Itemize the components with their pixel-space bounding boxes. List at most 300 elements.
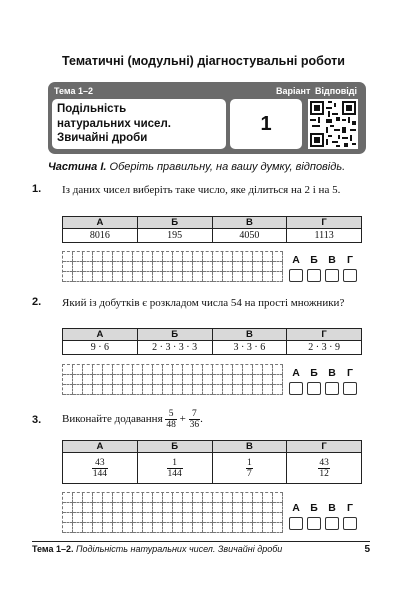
option-letter: А: [63, 329, 138, 341]
grid-cell: [163, 493, 173, 503]
grid-cell: [83, 375, 93, 385]
grid-cell: [63, 523, 73, 533]
answer-checkbox[interactable]: [325, 382, 339, 395]
answer-checkbox[interactable]: [343, 382, 357, 395]
question-number: 2.: [32, 296, 42, 308]
grid-cell: [123, 523, 133, 533]
grid-cell: [273, 375, 283, 385]
grid-cell: [193, 493, 203, 503]
grid-cell: [73, 493, 83, 503]
grid-cell: [163, 385, 173, 395]
grid-cell: [233, 385, 243, 395]
grid-cell: [263, 272, 273, 282]
grid-cell: [93, 523, 103, 533]
grid-cell: [213, 252, 223, 262]
options-table: [62, 328, 362, 355]
grid-cell: [93, 375, 103, 385]
grid-cell: [113, 375, 123, 385]
answer-boxes: [289, 502, 357, 530]
answers-label: Відповіді: [315, 86, 357, 96]
answer-letter: Б: [310, 367, 318, 379]
fraction: [246, 458, 253, 479]
grid-cell: [133, 493, 143, 503]
grid-cell: [243, 513, 253, 523]
question-number: 1.: [32, 183, 42, 195]
answer-letter: Г: [347, 254, 353, 266]
grid-cell: [223, 523, 233, 533]
grid-cell: [233, 252, 243, 262]
grid-cell: [83, 262, 93, 272]
question-text: Який із добутків є розкладом числа 54 на прості множники?: [62, 297, 345, 309]
grid-cell: [173, 252, 183, 262]
grid-cell: [103, 252, 113, 262]
grid-cell: [183, 385, 193, 395]
grid-cell: [233, 503, 243, 513]
fraction-numerator: 43: [319, 457, 329, 468]
grid-cell: [123, 272, 133, 282]
grid-cell: [183, 375, 193, 385]
grid-cell: [213, 272, 223, 282]
answer-checkbox[interactable]: [289, 517, 303, 530]
grid-cell: [83, 252, 93, 262]
option-value: 8016: [63, 229, 138, 243]
grid-cell: [163, 365, 173, 375]
grid-cell: [83, 365, 93, 375]
topic-label: Тема 1–2: [54, 86, 93, 96]
fraction-numerator: 1: [247, 457, 252, 468]
answer-checkbox[interactable]: [289, 269, 303, 282]
option-value: [212, 453, 287, 484]
fraction: [92, 458, 108, 479]
grid-cell: [213, 262, 223, 272]
answer-boxes: [289, 254, 357, 282]
grid-cell: [153, 375, 163, 385]
grid-cell: [203, 272, 213, 282]
grid-cell: [63, 513, 73, 523]
topic-header: [48, 82, 366, 154]
grid-cell: [173, 503, 183, 513]
grid-cell: [193, 513, 203, 523]
grid-cell: [173, 262, 183, 272]
fraction: [318, 458, 330, 479]
option-letter: В: [212, 217, 287, 229]
grid-cell: [73, 523, 83, 533]
grid-cell: [183, 503, 193, 513]
grid-cell: [133, 523, 143, 533]
answer-checkbox[interactable]: [325, 517, 339, 530]
footer-divider: [32, 541, 370, 542]
grid-cell: [123, 513, 133, 523]
answer-checkbox[interactable]: [307, 269, 321, 282]
grid-cell: [273, 503, 283, 513]
answer-checkbox[interactable]: [289, 382, 303, 395]
grid-cell: [253, 385, 263, 395]
answer-letter: А: [292, 367, 300, 379]
grid-cell: [213, 513, 223, 523]
grid-cell: [83, 503, 93, 513]
grid-cell: [73, 252, 83, 262]
grid-cell: [163, 262, 173, 272]
grid-cell: [133, 252, 143, 262]
grid-cell: [123, 385, 133, 395]
grid-cell: [73, 375, 83, 385]
grid-cell: [173, 385, 183, 395]
grid-cell: [113, 262, 123, 272]
grid-cell: [173, 513, 183, 523]
grid-cell: [193, 252, 203, 262]
grid-cell: [143, 385, 153, 395]
grid-cell: [203, 503, 213, 513]
grid-cell: [93, 365, 103, 375]
grid-cell: [123, 262, 133, 272]
grid-cell: [243, 523, 253, 533]
grid-cell: [63, 262, 73, 272]
page-number: 5: [364, 544, 370, 555]
grid-cell: [273, 523, 283, 533]
option-letter: Г: [287, 217, 362, 229]
grid-cell: [183, 252, 193, 262]
grid-cell: [233, 513, 243, 523]
grid-cell: [263, 252, 273, 262]
grid-cell: [193, 375, 203, 385]
grid-cell: [153, 493, 163, 503]
grid-cell: [183, 365, 193, 375]
answer-letter: Г: [347, 367, 353, 379]
grid-cell: [213, 523, 223, 533]
fraction: [189, 409, 201, 430]
part-label: Частина I.: [48, 161, 107, 173]
page-title: Тематичні (модульні) діагностувальні роботи: [62, 54, 345, 68]
grid-cell: [183, 272, 193, 282]
fraction-numerator: 43: [92, 458, 108, 469]
grid-cell: [173, 272, 183, 282]
grid-cell: [203, 365, 213, 375]
option-value: [287, 453, 362, 484]
fraction-numerator: 5: [165, 409, 177, 420]
grid-cell: [263, 365, 273, 375]
answer-letter: Б: [310, 502, 318, 514]
grid-cell: [253, 252, 263, 262]
grid-cell: [223, 375, 233, 385]
grid-cell: [143, 503, 153, 513]
grid-cell: [113, 272, 123, 282]
footer-topic: Тема 1–2.: [32, 544, 74, 554]
variant-label: Варіант: [276, 86, 311, 96]
option-value: 9 · 6: [63, 341, 138, 355]
grid-cell: [273, 385, 283, 395]
grid-cell: [123, 365, 133, 375]
option-value: [63, 453, 138, 484]
option-value: 4050: [212, 229, 287, 243]
option-letter: А: [63, 217, 138, 229]
grid-cell: [243, 375, 253, 385]
grid-cell: [143, 375, 153, 385]
grid-cell: [113, 513, 123, 523]
grid-cell: [263, 503, 273, 513]
grid-cell: [213, 385, 223, 395]
grid-cell: [133, 375, 143, 385]
grid-cell: [123, 375, 133, 385]
grid-cell: [113, 365, 123, 375]
grid-cell: [173, 523, 183, 533]
grid-cell: [203, 252, 213, 262]
grid-cell: [253, 523, 263, 533]
grid-cell: [183, 513, 193, 523]
footer-caption: [32, 544, 282, 554]
fraction-denominator: 144: [92, 468, 107, 479]
grid-cell: [193, 503, 203, 513]
grid-cell: [83, 385, 93, 395]
grid-cell: [263, 375, 273, 385]
grid-cell: [93, 385, 103, 395]
grid-cell: [223, 503, 233, 513]
grid-cell: [273, 262, 283, 272]
answer-letter: А: [292, 254, 300, 266]
fraction: [165, 409, 177, 430]
fraction-denominator: 48: [166, 419, 176, 430]
grid-cell: [243, 252, 253, 262]
grid-cell: [163, 513, 173, 523]
grid-cell: [153, 272, 163, 282]
grid-cell: [143, 252, 153, 262]
answer-checkbox[interactable]: [307, 517, 321, 530]
grid-cell: [133, 385, 143, 395]
grid-cell: [163, 272, 173, 282]
grid-cell: [73, 385, 83, 395]
grid-cell: [83, 272, 93, 282]
grid-cell: [223, 272, 233, 282]
period: .: [200, 413, 203, 425]
grid-cell: [133, 513, 143, 523]
grid-cell: [203, 375, 213, 385]
part-heading: [48, 161, 345, 173]
option-letter: Б: [137, 217, 212, 229]
options-table: [62, 440, 362, 484]
grid-cell: [63, 385, 73, 395]
grid-cell: [123, 252, 133, 262]
grid-cell: [193, 262, 203, 272]
grid-cell: [83, 493, 93, 503]
grid-cell: [213, 493, 223, 503]
grid-cell: [173, 493, 183, 503]
grid-cell: [113, 252, 123, 262]
grid-cell: [163, 503, 173, 513]
grid-cell: [263, 523, 273, 533]
grid-cell: [163, 523, 173, 533]
grid-cell: [193, 385, 203, 395]
grid-cell: [103, 262, 113, 272]
grid-cell: [63, 365, 73, 375]
grid-cell: [243, 503, 253, 513]
grid-cell: [73, 513, 83, 523]
grid-cell: [73, 272, 83, 282]
question-number: 3.: [32, 414, 42, 426]
grid-cell: [233, 365, 243, 375]
grid-cell: [143, 365, 153, 375]
grid-cell: [83, 513, 93, 523]
grid-cell: [253, 493, 263, 503]
grid-cell: [153, 252, 163, 262]
grid-cell: [153, 503, 163, 513]
grid-cell: [63, 503, 73, 513]
answer-checkbox[interactable]: [343, 269, 357, 282]
grid-cell: [213, 365, 223, 375]
grid-cell: [263, 262, 273, 272]
grid-cell: [273, 493, 283, 503]
grid-cell: [273, 513, 283, 523]
option-value: [137, 453, 212, 484]
option-letter: А: [63, 441, 138, 453]
grid-cell: [223, 365, 233, 375]
option-value: 3 · 3 · 6: [212, 341, 287, 355]
fraction-numerator: 7: [189, 409, 201, 420]
grid-cell: [163, 252, 173, 262]
grid-cell: [253, 262, 263, 272]
answer-boxes: [289, 367, 357, 395]
grid-cell: [113, 503, 123, 513]
topic-title-line: натуральних чисел.: [57, 117, 171, 130]
fraction-denominator: 36: [189, 419, 200, 430]
grid-cell: [153, 365, 163, 375]
grid-cell: [143, 493, 153, 503]
answer-letter: Б: [310, 254, 318, 266]
grid-cell: [253, 365, 263, 375]
grid-cell: [273, 365, 283, 375]
option-value: 2 · 3 · 3 · 3: [137, 341, 212, 355]
grid-cell: [73, 365, 83, 375]
grid-cell: [233, 262, 243, 272]
fraction-denominator: 12: [319, 468, 329, 479]
option-letter: Б: [137, 441, 212, 453]
grid-cell: [103, 503, 113, 513]
answer-letter: А: [292, 502, 300, 514]
grid-cell: [223, 262, 233, 272]
grid-cell: [143, 272, 153, 282]
grid-cell: [103, 513, 113, 523]
grid-cell: [213, 503, 223, 513]
grid-cell: [63, 272, 73, 282]
option-value: 195: [137, 229, 212, 243]
grid-cell: [143, 262, 153, 272]
grid-cell: [103, 523, 113, 533]
option-value: 1113: [287, 229, 362, 243]
grid-cell: [203, 262, 213, 272]
grid-cell: [193, 272, 203, 282]
grid-cell: [203, 385, 213, 395]
grid-cell: [63, 252, 73, 262]
grid-cell: [103, 365, 113, 375]
work-grid[interactable]: [62, 251, 283, 282]
grid-cell: [93, 262, 103, 272]
grid-cell: [93, 252, 103, 262]
grid-cell: [193, 523, 203, 533]
grid-cell: [93, 513, 103, 523]
grid-cell: [153, 385, 163, 395]
grid-cell: [93, 272, 103, 282]
grid-cell: [113, 523, 123, 533]
grid-cell: [133, 503, 143, 513]
answer-checkbox[interactable]: [343, 517, 357, 530]
grid-cell: [253, 375, 263, 385]
grid-cell: [103, 375, 113, 385]
grid-cell: [103, 385, 113, 395]
fraction-denominator: 7: [247, 468, 252, 479]
answer-letter: В: [328, 502, 336, 514]
grid-cell: [203, 513, 213, 523]
topic-title-line: Звичайні дроби: [57, 132, 148, 144]
grid-cell: [263, 385, 273, 395]
grid-cell: [153, 262, 163, 272]
grid-cell: [213, 375, 223, 385]
grid-cell: [243, 272, 253, 282]
answer-letter: В: [328, 254, 336, 266]
answer-checkbox[interactable]: [325, 269, 339, 282]
topic-title: [52, 99, 226, 149]
grid-cell: [133, 272, 143, 282]
footer-title: Подільність натуральних чисел. Звичайні дроби: [76, 544, 283, 554]
grid-cell: [163, 375, 173, 385]
option-letter: Г: [287, 441, 362, 453]
grid-cell: [183, 262, 193, 272]
grid-cell: [243, 262, 253, 272]
question-text: Із даних чисел виберіть таке число, яке ділиться на 2 і на 5.: [62, 184, 341, 196]
question-text-row: [62, 408, 368, 430]
grid-cell: [223, 385, 233, 395]
work-grid[interactable]: [62, 492, 283, 533]
grid-cell: [253, 513, 263, 523]
topic-title-line: Подільність: [57, 103, 127, 115]
grid-cell: [153, 523, 163, 533]
grid-cell: [123, 493, 133, 503]
fraction-numerator: 1: [167, 458, 183, 469]
fraction-denominator: 144: [167, 468, 182, 479]
part-instruction: Оберіть правильну, на вашу думку, відповідь.: [109, 161, 346, 173]
grid-cell: [243, 385, 253, 395]
grid-cell: [243, 365, 253, 375]
grid-cell: [233, 523, 243, 533]
options-table: [62, 216, 362, 243]
fraction: [167, 458, 183, 479]
grid-cell: [233, 375, 243, 385]
option-letter: В: [212, 329, 287, 341]
work-grid[interactable]: [62, 364, 283, 395]
grid-cell: [83, 523, 93, 533]
grid-cell: [193, 365, 203, 375]
option-letter: Б: [137, 329, 212, 341]
grid-cell: [113, 385, 123, 395]
grid-cell: [233, 272, 243, 282]
grid-cell: [63, 493, 73, 503]
option-value: 2 · 3 · 9: [287, 341, 362, 355]
grid-cell: [263, 513, 273, 523]
qr-code-icon[interactable]: [308, 99, 358, 149]
grid-cell: [233, 493, 243, 503]
variant-number: 1: [230, 99, 302, 149]
grid-cell: [133, 365, 143, 375]
grid-cell: [203, 523, 213, 533]
grid-cell: [103, 272, 113, 282]
grid-cell: [273, 272, 283, 282]
answer-checkbox[interactable]: [307, 382, 321, 395]
grid-cell: [143, 523, 153, 533]
grid-cell: [183, 493, 193, 503]
grid-cell: [143, 513, 153, 523]
grid-cell: [113, 493, 123, 503]
grid-cell: [93, 503, 103, 513]
grid-cell: [253, 272, 263, 282]
answer-letter: Г: [347, 502, 353, 514]
option-letter: В: [212, 441, 287, 453]
